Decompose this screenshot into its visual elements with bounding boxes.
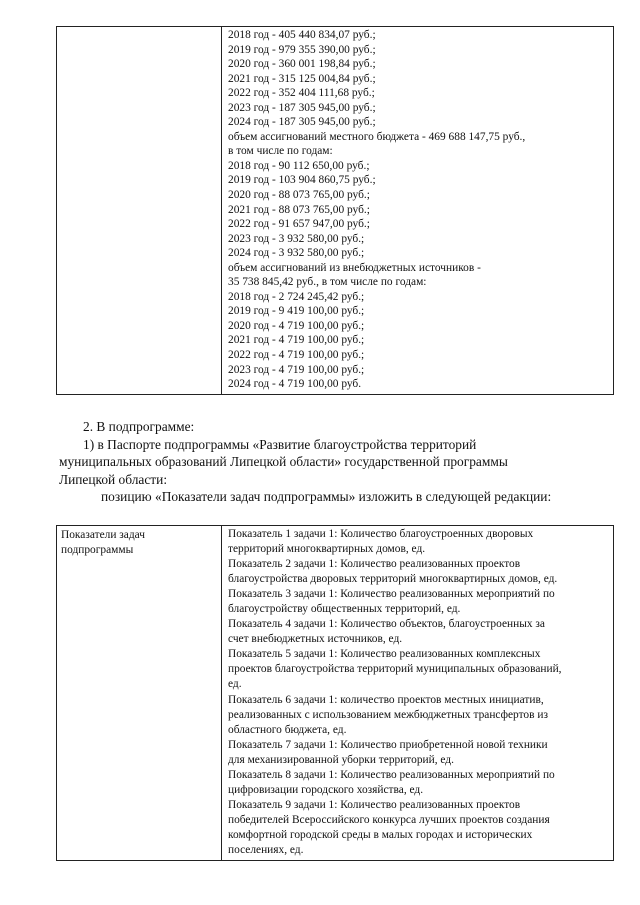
indicators-label-cell [57,526,222,861]
indicator-line: Показатель 4 задачи 1: Количество объектов, благоустроенных за [228,618,545,631]
funding-line: 2019 год - 979 355 390,00 руб.; [228,43,376,56]
funding-table [56,26,614,395]
indicator-line: Показатель 9 задачи 1: Количество реализованных проектов [228,798,521,811]
funding-line: 35 738 845,42 руб., в том числе по годам: [228,276,427,289]
funding-line: 2018 год - 90 112 650,00 руб.; [228,159,370,172]
funding-line: 2022 год - 352 404 111,68 руб.; [228,87,375,100]
indicator-line: ед. [228,678,242,691]
funding-line: объем ассигнований из внебюджетных источников - [228,261,481,274]
funding-line: объем ассигнований местного бюджета - 469 688 147,75 руб., [228,130,526,143]
indicators-table [56,525,614,861]
funding-line: 2023 год - 187 305 945,00 руб.; [228,101,376,114]
funding-line: 2020 год - 360 001 198,84 руб.; [228,58,376,71]
indicators-label-line: подпрограммы [61,544,134,557]
indicator-line: Показатель 5 задачи 1: Количество реализованных комплексных [228,648,541,661]
funding-line: 2019 год - 9 419 100,00 руб.; [228,305,365,318]
funding-line: в том числе по годам: [228,145,333,158]
funding-line: 2024 год - 4 719 100,00 руб. [228,378,362,391]
funding-line: 2020 год - 4 719 100,00 руб.; [228,319,365,332]
body-paragraph: Липецкой области: [59,472,168,487]
indicator-line: победителей Всероссийского конкурса лучших проектов создания [228,813,550,826]
funding-line: 2020 год - 88 073 765,00 руб.; [228,189,370,202]
indicators-values-cell [222,526,614,861]
funding-line: 2018 год - 405 440 834,07 руб.; [228,29,376,41]
indicator-line: Показатель 2 задачи 1: Количество реализованных проектов [228,558,521,571]
indicator-line: Показатель 7 задачи 1: Количество приобретенной новой техники [228,738,548,751]
funding-line: 2022 год - 91 657 947,00 руб.; [228,218,370,231]
indicator-line: проектов благоустройства территорий муниципальных образований, [228,663,562,676]
indicator-line: комфортной городской среды в малых городах и исторических [228,828,533,841]
funding-values-cell [222,27,614,395]
indicator-line: Показатель 8 задачи 1: Количество реализованных мероприятий по [228,768,555,781]
funding-line: 2021 год - 315 125 004,84 руб.; [228,72,376,85]
indicator-line: благоустройству общественных территорий, ед. [228,603,461,616]
funding-line: 2021 год - 4 719 100,00 руб.; [228,334,365,347]
indicator-line: цифровизации городского хозяйства, ед. [228,783,424,796]
funding-line: 2019 год - 103 904 860,75 руб.; [228,174,376,187]
funding-line: 2024 год - 187 305 945,00 руб.; [228,116,376,129]
indicator-line: счет внебюджетных источников, ед. [228,633,403,646]
funding-line: 2024 год - 3 932 580,00 руб.; [228,247,365,260]
section-heading: 2. В подпрограмме: [83,419,195,434]
funding-line: 2022 год - 4 719 100,00 руб.; [228,349,365,362]
body-paragraph: позицию «Показатели задач подпрограммы» изложить в следующей редакции: [101,489,552,504]
body-paragraph: муниципальных образований Липецкой области» государственной программы [59,454,508,469]
funding-line: 2023 год - 3 932 580,00 руб.; [228,232,365,245]
indicator-line: территорий многоквартирных домов, ед. [228,543,426,556]
table-row [57,526,614,861]
indicator-line: Показатель 1 задачи 1: Количество благоустроенных дворовых [228,528,534,540]
body-paragraph: 1) в Паспорте подпрограммы «Развитие благоустройства территорий [83,437,477,452]
indicator-line: областного бюджета, ед. [228,723,347,736]
indicator-line: реализованных с использованием межбюджетных трансфертов из [228,708,548,721]
indicator-line: Показатель 6 задачи 1: количество проектов местных инициатив, [228,693,544,706]
indicator-line: для механизированной уборки территорий, ед. [228,753,454,766]
indicator-line: поселениях, ед. [228,843,304,856]
indicator-line: благоустройства дворовых территорий многоквартирных домов, ед. [228,573,558,586]
indicator-line: Показатель 3 задачи 1: Количество реализованных мероприятий по [228,588,555,601]
indicators-label-line: Показатели задач [61,529,145,541]
funding-line: 2018 год - 2 724 245,42 руб.; [228,290,365,303]
funding-line: 2023 год - 4 719 100,00 руб.; [228,363,365,376]
funding-label-cell [57,27,222,395]
table-row [57,27,614,395]
funding-line: 2021 год - 88 073 765,00 руб.; [228,203,370,216]
